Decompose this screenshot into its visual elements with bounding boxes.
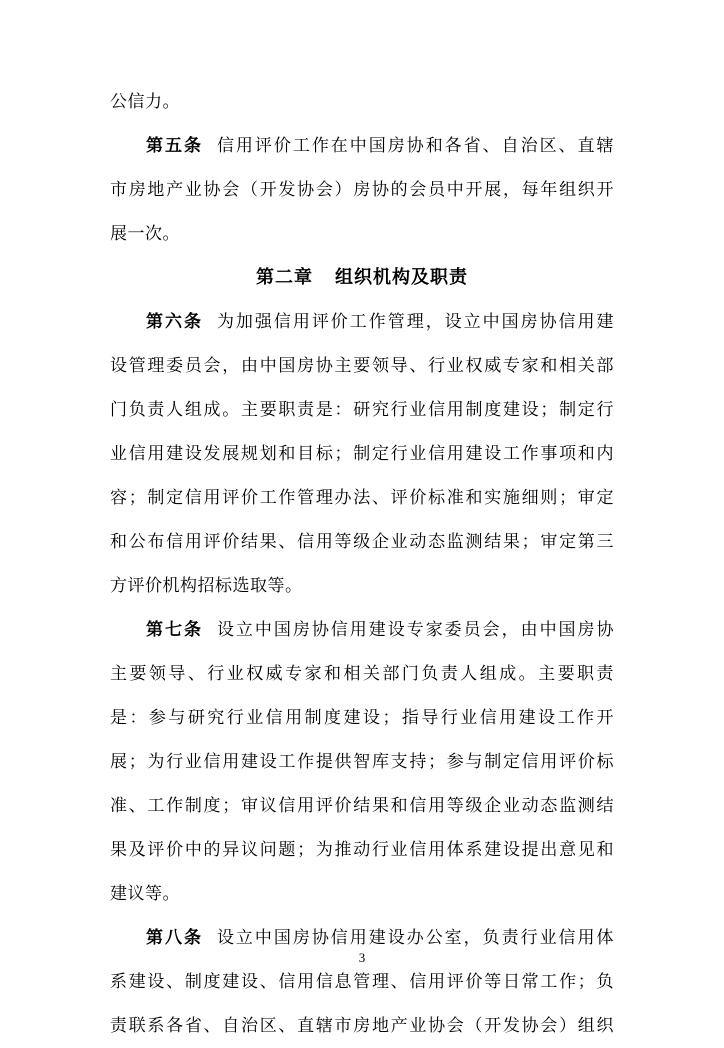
- article-6-line-3: [110, 388, 614, 432]
- article-number: 第五条: [146, 136, 203, 156]
- text-span: 门负责人组成。主要职责是：研究行业信用制度建设；制定行: [110, 400, 614, 420]
- text-span: 公信力。: [110, 92, 180, 112]
- article-5-line-3: [110, 212, 614, 256]
- article-7-line-2: [110, 652, 614, 696]
- text-span: 为加强信用评价工作管理，设立中国房协信用建: [216, 312, 614, 332]
- text-span: 信用评价工作在中国房协和各省、自治区、直辖: [216, 136, 614, 156]
- chapter-title: 组织机构及职责: [335, 267, 468, 288]
- article-5-line-1: [110, 124, 614, 168]
- text-span: 系建设、制度建设、信用信息管理、信用评价等日常工作；负: [110, 972, 614, 992]
- article-number: 第八条: [146, 928, 203, 948]
- text-span: 主要领导、行业权威专家和相关部门负责人组成。主要职责: [110, 664, 614, 684]
- chapter-number: 第二章: [256, 267, 313, 288]
- text-span: 责联系各省、自治区、直辖市房地产业协会（开发协会）组织: [110, 1016, 614, 1036]
- article-6-line-4: [110, 432, 614, 476]
- text-span: 方评价机构招标选取等。: [110, 576, 303, 596]
- article-6-line-2: [110, 344, 614, 388]
- document-body: [110, 80, 614, 1048]
- text-span: 和公布信用评价结果、信用等级企业动态监测结果；审定第三: [110, 532, 614, 552]
- text-line: [110, 80, 614, 124]
- article-7-line-4: [110, 740, 614, 784]
- text-span: 展；为行业信用建设工作提供智库支持；参与制定信用评价标: [110, 752, 614, 772]
- article-6-line-1: [110, 300, 614, 344]
- text-span: 果及评价中的异议问题；为推动行业信用体系建设提出意见和: [110, 840, 614, 860]
- chapter-heading: [110, 256, 614, 300]
- article-7-line-1: [110, 608, 614, 652]
- text-span: 设立中国房协信用建设办公室，负责行业信用体: [216, 928, 614, 948]
- text-span: 容；制定信用评价工作管理办法、评价标准和实施细则；审定: [110, 488, 614, 508]
- article-8-line-3: [110, 1004, 614, 1048]
- text-span: 设管理委员会，由中国房协主要领导、行业权威专家和相关部: [110, 356, 614, 376]
- article-6-line-6: [110, 520, 614, 564]
- article-6-line-5: [110, 476, 614, 520]
- article-number: 第七条: [146, 620, 203, 640]
- text-span: 市房地产业协会（开发协会）房协的会员中开展，每年组织开: [110, 180, 614, 200]
- article-7-line-7: [110, 872, 614, 916]
- article-5-line-2: [110, 168, 614, 212]
- article-8-line-2: [110, 960, 614, 1004]
- text-span: 业信用建设发展规划和目标；制定行业信用建设工作事项和内: [110, 444, 614, 464]
- text-span: 展一次。: [110, 224, 180, 244]
- article-7-line-3: [110, 696, 614, 740]
- page-number: 3: [358, 950, 366, 965]
- text-span: 设立中国房协信用建设专家委员会，由中国房协: [216, 620, 614, 640]
- article-7-line-5: [110, 784, 614, 828]
- text-span: 建议等。: [110, 884, 180, 904]
- text-span: 准、工作制度；审议信用评价结果和信用等级企业动态监测结: [110, 796, 614, 816]
- text-span: 是：参与研究行业信用制度建设；指导行业信用建设工作开: [110, 708, 614, 728]
- article-number: 第六条: [146, 312, 203, 332]
- article-6-line-7: [110, 564, 614, 608]
- article-7-line-6: [110, 828, 614, 872]
